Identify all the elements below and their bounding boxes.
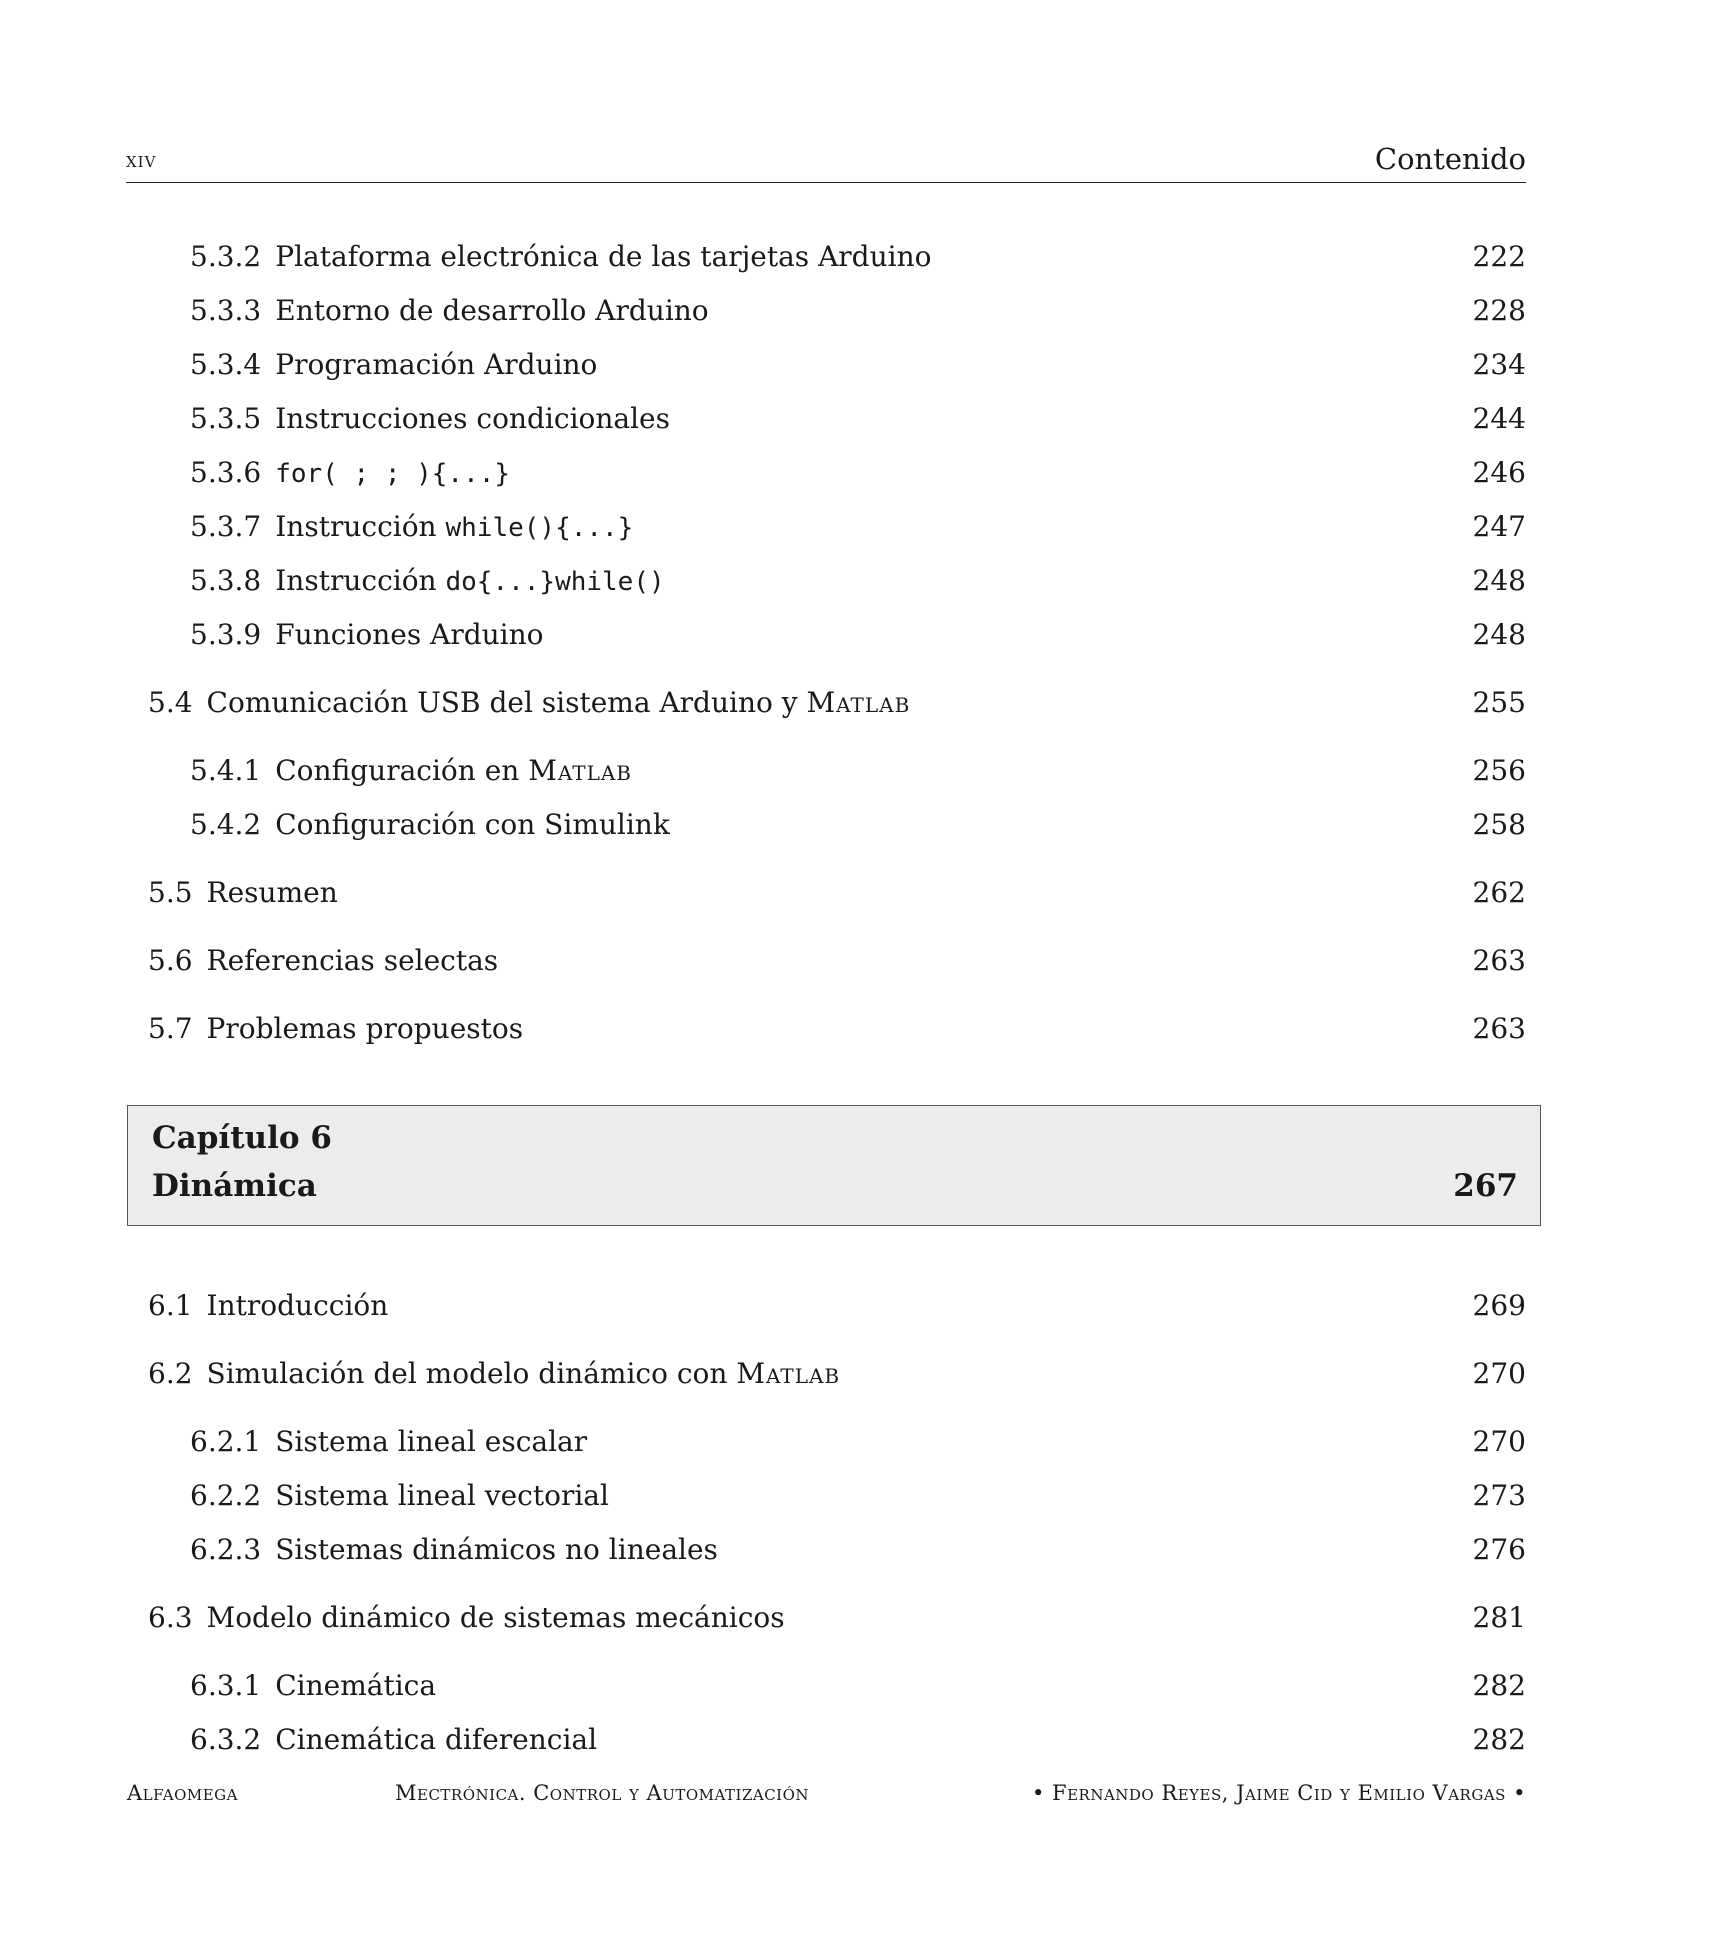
toc-entry[interactable]	[190, 294, 709, 328]
page-ref: 263	[1472, 1012, 1526, 1045]
section-number: 5.7	[148, 1012, 193, 1045]
section-number: 5.3.9	[190, 618, 262, 651]
toc-entry[interactable]	[190, 240, 932, 274]
section-title: Funciones Arduino	[275, 618, 544, 651]
section-title: Configuración con Simulink	[275, 808, 670, 841]
toc-entry[interactable]	[190, 754, 632, 788]
page-ref: 276	[1472, 1533, 1526, 1566]
page-number: xiv	[126, 148, 157, 173]
page-ref: 247	[1472, 510, 1526, 543]
section-code: do{...}while()	[445, 567, 665, 597]
page-ref: 246	[1472, 456, 1526, 489]
section-title: Sistema lineal vectorial	[275, 1479, 609, 1512]
chapter-page-ref: 267	[1453, 1168, 1518, 1204]
section-title: Sistemas dinámicos no lineales	[275, 1533, 718, 1566]
section-title: Problemas propuestos	[206, 1012, 524, 1045]
section-title: Simulación del modelo dinámico con	[206, 1357, 728, 1390]
page-ref: 255	[1472, 686, 1526, 719]
toc-entry[interactable]	[148, 1601, 785, 1635]
toc-entry[interactable]	[148, 876, 338, 910]
page-ref: 273	[1472, 1479, 1526, 1512]
section-title: Configuración en	[275, 754, 520, 787]
section-title: Resumen	[206, 876, 338, 909]
section-number: 6.2.1	[190, 1425, 262, 1458]
section-title: Instrucción	[275, 510, 437, 543]
chapter-label: Capítulo 6	[152, 1120, 332, 1156]
chapter-title: Dinámica	[152, 1168, 317, 1204]
section-title: Introducción	[206, 1289, 389, 1322]
page-ref: 270	[1472, 1357, 1526, 1390]
page-ref: 248	[1472, 564, 1526, 597]
page-ref: 222	[1472, 240, 1526, 273]
section-title: Cinemática diferencial	[275, 1723, 598, 1756]
section-number: 5.3.4	[190, 348, 262, 381]
section-title: Modelo dinámico de sistemas mecánicos	[206, 1601, 785, 1634]
toc-entry[interactable]	[148, 1289, 388, 1323]
page-ref: 262	[1472, 876, 1526, 909]
page-ref: 258	[1472, 808, 1526, 841]
matlab-label: Matlab	[736, 1357, 841, 1390]
section-number: 5.5	[148, 876, 193, 909]
page-ref: 270	[1472, 1425, 1526, 1458]
toc-entry[interactable]	[190, 402, 670, 436]
page-ref: 228	[1472, 294, 1526, 327]
page-ref: 256	[1472, 754, 1526, 787]
page-ref: 282	[1472, 1723, 1526, 1756]
toc-entry[interactable]	[148, 1012, 523, 1046]
section-number: 5.3.3	[190, 294, 262, 327]
page-ref: 281	[1472, 1601, 1526, 1634]
section-title: Plataforma electrónica de las tarjetas Arduino	[275, 240, 932, 273]
section-number: 5.3.2	[190, 240, 262, 273]
section-code: while(){...}	[445, 513, 634, 543]
toc-entry[interactable]	[190, 456, 510, 491]
toc-entry[interactable]	[148, 944, 498, 978]
toc-entry[interactable]	[190, 1669, 436, 1703]
matlab-label: Matlab	[528, 754, 632, 787]
page-ref: 244	[1472, 402, 1526, 435]
footer-book-title: Mectrónica. Control y Automatización	[395, 1781, 810, 1805]
section-number: 5.6	[148, 944, 193, 977]
section-number: 6.3	[148, 1601, 193, 1634]
toc-entry[interactable]	[148, 1357, 840, 1391]
section-number: 6.2.3	[190, 1533, 262, 1566]
section-number: 6.2.2	[190, 1479, 262, 1512]
page-ref: 263	[1472, 944, 1526, 977]
toc-entry[interactable]	[190, 564, 665, 599]
section-number: 5.4	[148, 686, 193, 719]
toc-entry[interactable]	[190, 348, 597, 382]
section-number: 6.1	[148, 1289, 193, 1322]
section-title: Instrucciones condicionales	[275, 402, 670, 435]
section-number: 5.3.7	[190, 510, 262, 543]
footer-authors: • Fernando Reyes, Jaime Cid y Emilio Vargas •	[1031, 1781, 1526, 1805]
footer-publisher: Alfaomega	[127, 1781, 238, 1805]
section-number: 5.3.6	[190, 456, 262, 489]
toc-entry[interactable]	[190, 510, 633, 545]
section-number: 6.3.1	[190, 1669, 262, 1702]
page-ref: 269	[1472, 1289, 1526, 1322]
section-title: Entorno de desarrollo Arduino	[275, 294, 709, 327]
chapter-heading-box[interactable]	[127, 1105, 1541, 1226]
page-ref: 234	[1472, 348, 1526, 381]
section-number: 6.3.2	[190, 1723, 262, 1756]
section-title: Comunicación USB del sistema Arduino y	[206, 686, 798, 719]
toc-entry[interactable]	[190, 1425, 587, 1459]
section-title: Instrucción	[275, 564, 437, 597]
toc-entry[interactable]	[190, 1533, 718, 1567]
toc-entry[interactable]	[190, 618, 544, 652]
section-number: 5.4.2	[190, 808, 262, 841]
page-ref: 248	[1472, 618, 1526, 651]
section-code: for( ; ; ){...}	[275, 459, 511, 489]
toc-entry[interactable]	[190, 1723, 597, 1757]
toc-entry[interactable]	[148, 686, 910, 720]
section-title: Cinemática	[275, 1669, 437, 1702]
page-header	[126, 138, 1526, 183]
section-number: 5.3.8	[190, 564, 262, 597]
section-title: Sistema lineal escalar	[275, 1425, 588, 1458]
section-title: Programación Arduino	[275, 348, 598, 381]
section-title: Referencias selectas	[206, 944, 499, 977]
section-number: 5.3.5	[190, 402, 262, 435]
page-ref: 282	[1472, 1669, 1526, 1702]
toc-entry[interactable]	[190, 1479, 609, 1513]
section-number: 6.2	[148, 1357, 193, 1390]
running-title: Contenido	[1374, 142, 1526, 176]
toc-entry[interactable]	[190, 808, 670, 842]
matlab-label: Matlab	[806, 686, 911, 719]
section-number: 5.4.1	[190, 754, 262, 787]
